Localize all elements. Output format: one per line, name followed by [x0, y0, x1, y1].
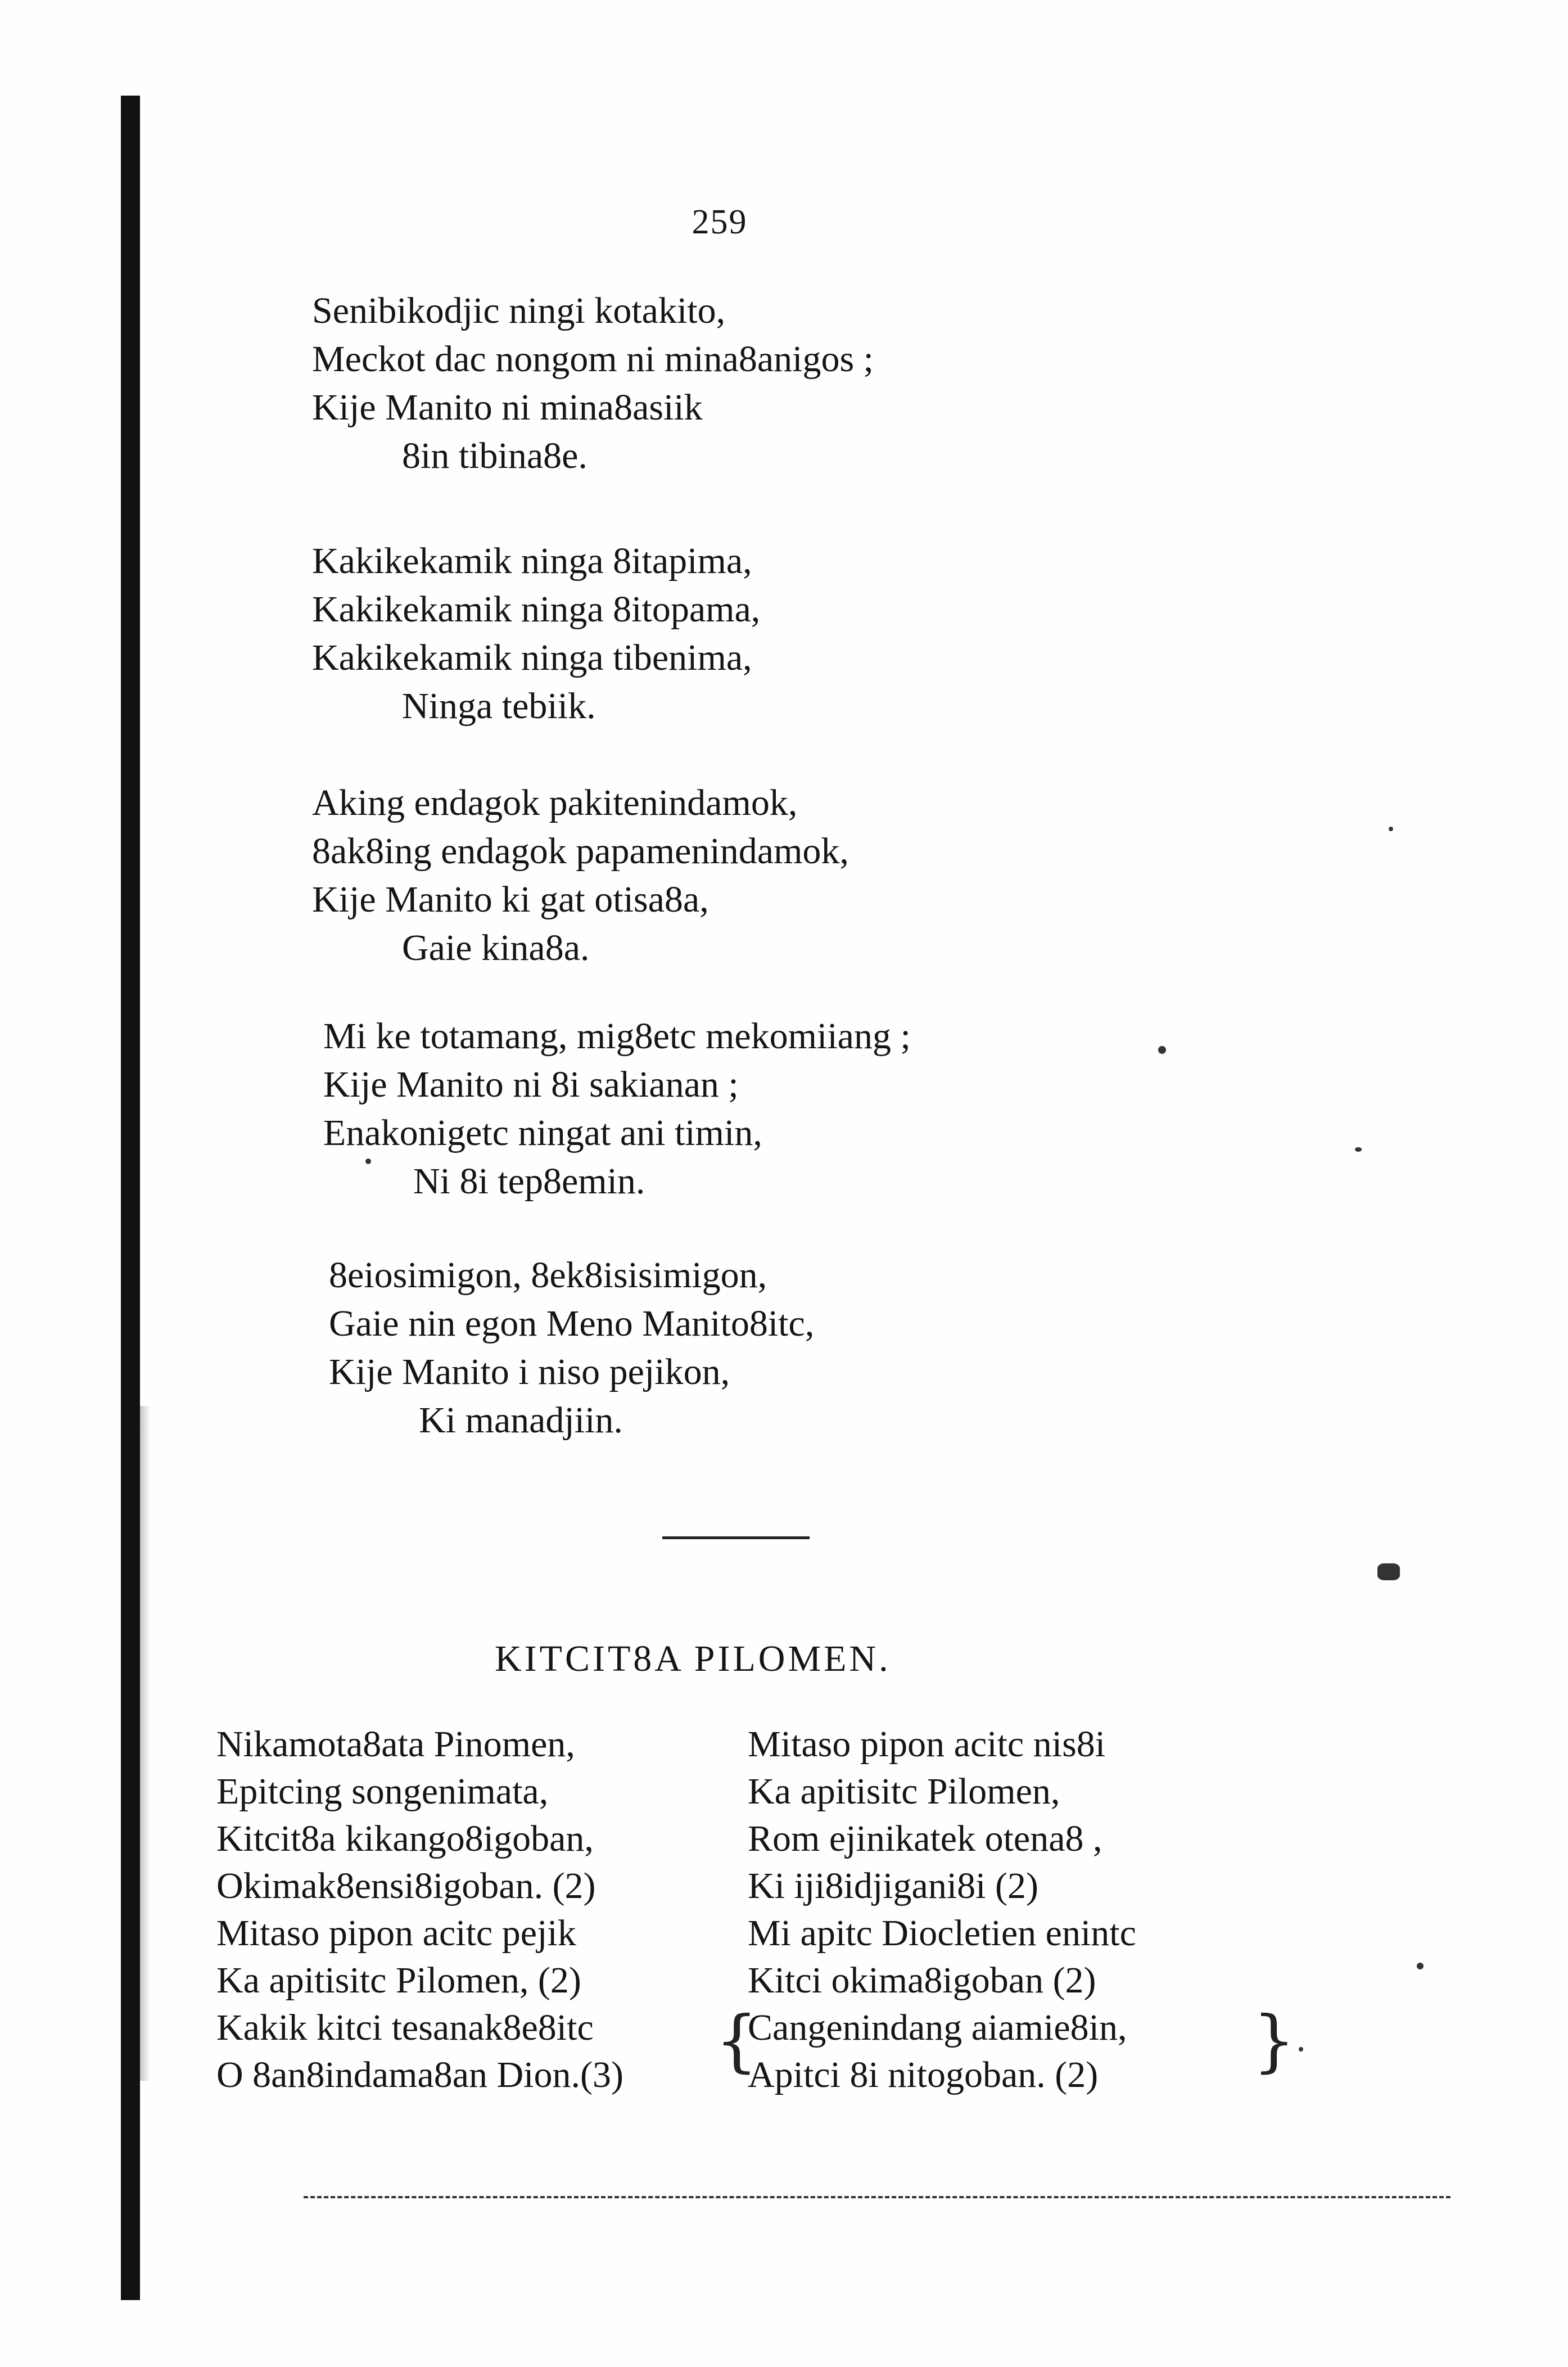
- hymn-line: Nikamota8ata Pinomen,: [216, 1724, 575, 1765]
- hymn-line: Epitcing songenimata,: [216, 1771, 549, 1812]
- scan-speck: [1377, 1563, 1400, 1580]
- verse-line: Kakikekamik ninga 8itapima,: [312, 540, 752, 581]
- verse-line: Kakikekamik ninga 8itopama,: [312, 589, 761, 630]
- hymn-line: Kitci okima8igoban (2): [748, 1960, 1096, 2001]
- stanza-5: [329, 1251, 814, 1445]
- hymn-line: Ki iji8idjigani8i (2): [748, 1865, 1038, 1906]
- stanza-3: [312, 779, 849, 972]
- brace-left: {: [715, 2002, 758, 2080]
- stanza-4: [323, 1012, 911, 1206]
- verse-line: Kije Manito ki gat otisa8a,: [312, 879, 709, 920]
- section-title: KITCIT8A PILOMEN.: [495, 1638, 891, 1679]
- bottom-rule: [304, 2196, 1450, 2201]
- verse-line-refrain: Ninga tebiik.: [402, 686, 596, 727]
- hymn-line: Ka apitisitc Pilomen, (2): [216, 1960, 581, 2001]
- verse-line: Aking endagok pakitenindamok,: [312, 782, 798, 823]
- hymn-line: O 8an8indama8an Dion.(3): [216, 2054, 623, 2095]
- brace-right: }: [1253, 2002, 1296, 2080]
- verse-line: Kije Manito i niso pejikon,: [329, 1351, 730, 1392]
- hymn-line: Apitci 8i nitogoban. (2): [748, 2054, 1099, 2095]
- hymn-line: Rom ejinikatek otena8 ,: [748, 1818, 1102, 1859]
- scan-speck: [1355, 1147, 1362, 1152]
- hymn-line: Mitaso pipon acitc nis8i: [748, 1724, 1106, 1765]
- binding-shadow: [140, 1406, 150, 2081]
- hymn-line: Kakik kitci tesanak8e8itc: [216, 2007, 594, 2048]
- hymn-line: Kitcit8a kikango8igoban,: [216, 1818, 594, 1859]
- hymn-right-column: [748, 1721, 1136, 2099]
- hymn-left-column: [216, 1721, 623, 2099]
- scan-speck: [1417, 1963, 1424, 1969]
- hymn-line: Cangenindang aiamie8in,: [748, 2007, 1127, 2048]
- verse-line: Kije Manito ni mina8asiik: [312, 387, 703, 428]
- verse-line: Gaie nin egon Meno Manito8itc,: [329, 1303, 815, 1344]
- scan-speck: [1158, 1046, 1166, 1054]
- verse-line-refrain: Ni 8i tep8emin.: [413, 1161, 645, 1202]
- stanza-1: [312, 287, 874, 480]
- verse-line: Mi ke totamang, mig8etc mekomiiang ;: [323, 1016, 911, 1057]
- verse-line-refrain: Gaie kina8a.: [402, 927, 590, 968]
- verse-line: Meckot dac nongom ni mina8anigos ;: [312, 339, 874, 380]
- verse-line: Senibikodjic ningi kotakito,: [312, 290, 726, 331]
- binding-edge: [121, 96, 140, 2300]
- verse-line: 8eiosimigon, 8ek8isisimigon,: [329, 1255, 767, 1296]
- verse-line: Kakikekamik ninga tibenima,: [312, 637, 752, 678]
- stanza-2: [312, 537, 760, 731]
- hymn-line: Ka apitisitc Pilomen,: [748, 1771, 1060, 1812]
- verse-line: 8ak8ing endagok papamenindamok,: [312, 831, 849, 872]
- hymn-line: Okimak8ensi8igoban. (2): [216, 1865, 596, 1906]
- verse-line: Enakonigetc ningat ani timin,: [323, 1112, 762, 1153]
- page-number: 259: [692, 203, 748, 241]
- scan-speck: [1389, 827, 1393, 831]
- verse-line-refrain: 8in tibina8e.: [402, 435, 588, 476]
- verse-line: Kije Manito ni 8i sakianan ;: [323, 1064, 739, 1105]
- hymn-line: Mitaso pipon acitc pejik: [216, 1913, 576, 1954]
- hymn-line: Mi apitc Diocletien enintc: [748, 1913, 1136, 1954]
- scan-speck: [365, 1158, 371, 1164]
- verse-line-refrain: Ki manadjiin.: [419, 1400, 623, 1441]
- scan-speck: [1299, 2047, 1303, 2052]
- section-divider: [662, 1536, 810, 1539]
